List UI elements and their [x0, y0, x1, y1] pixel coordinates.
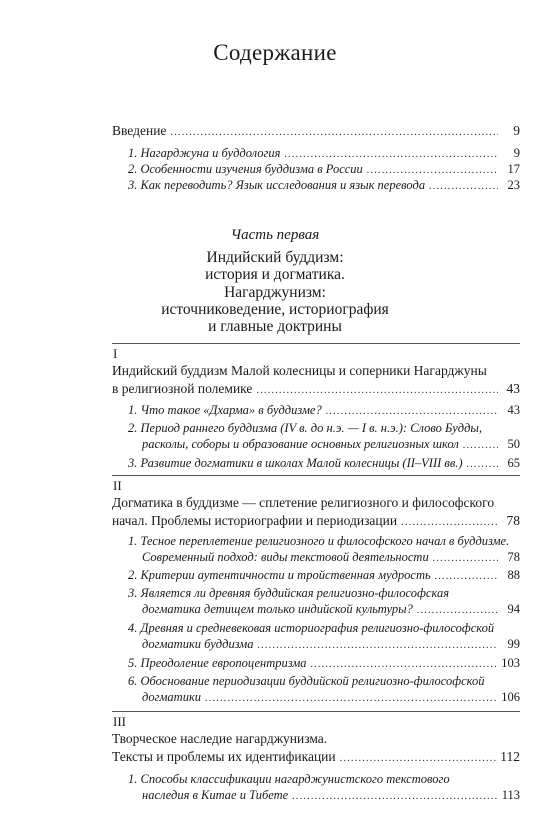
entry-label: Введение — [112, 123, 167, 138]
part-label: Часть первая — [230, 227, 320, 243]
toc-subentry: 1. Нагарджуна и буддология ..... 9 — [128, 145, 520, 162]
part-heading-1: Индийский буддизм: история и догматика. — [205, 249, 345, 283]
dot-leader — [340, 749, 497, 767]
dot-leader — [433, 550, 498, 566]
dot-leader — [429, 178, 498, 194]
dot-leader — [463, 437, 498, 453]
chapter-title: Догматика в буддизме — сплетение религиозного и философского начал. Проблемы историографии и периодизации ..... 78 — [112, 494, 520, 531]
dot-leader — [284, 146, 498, 162]
dot-leader — [170, 124, 498, 140]
dot-leader — [311, 656, 498, 672]
toc-subentry: 1. Способы классификации нагарджунистского текстового наследия в Китае и Тибете ..... 113 — [128, 771, 520, 804]
chapter-rule — [112, 343, 520, 344]
toc-subentry: 1. Что такое «Дхарма» в буддизме? ..... 43 — [128, 402, 520, 419]
toc-subentry: 2. Критерии аутентичности и тройственная мудрость ..... 88 — [128, 567, 520, 584]
toc-subentry: 3. Как переводить? Язык исследования и язык перевода ..... 23 — [128, 177, 520, 194]
chapter-title: Индийский буддизм Малой колесницы и соперники Нагарджуны в религиозной полемике ..... 43 — [112, 362, 520, 399]
dot-leader — [401, 513, 498, 531]
dot-leader — [417, 602, 498, 618]
dot-leader — [435, 568, 498, 584]
toc-subentry: 4. Древняя и средневековая историография религиозно-философской догматики буддизма ..... 99 — [128, 620, 520, 653]
toc-subentry: 2. Период раннего буддизма (IV в. до н.э. — I в. н.э.): Слово Будды, расколы, соборы и образование основных религиозных школ ..... 50 — [128, 420, 520, 453]
dot-leader — [256, 381, 498, 399]
chapter-rule — [112, 475, 520, 476]
toc-entry-intro — [112, 123, 520, 140]
chapter-number: III — [113, 714, 126, 729]
entry-page: 9 — [513, 123, 520, 138]
dot-leader — [367, 162, 498, 178]
dot-leader — [258, 637, 499, 653]
toc-subentry: 2. Особенности изучения буддизма в России ..... 17 — [128, 161, 520, 178]
chapter-title: Творческое наследие нагарджунизма. Тексты и проблемы их идентификации ..... 112 — [112, 730, 520, 767]
dot-leader — [467, 456, 498, 472]
toc-subentry: 3. Является ли древняя буддийская религиозно-философская догматика детищем только индийской культуры? ..... 94 — [128, 585, 520, 618]
page-title: Содержание — [213, 40, 337, 65]
dot-leader — [292, 788, 497, 804]
dot-leader — [205, 690, 497, 706]
chapter-number: II — [113, 478, 122, 493]
part-heading-2: Нагарджунизм: источниковедение, историография и главные доктрины — [161, 284, 389, 335]
chapter-rule — [112, 711, 520, 712]
toc-subentry: 6. Обоснование периодизации буддийской религиозно-философской догматики ..... 106 — [128, 673, 520, 706]
chapter-number: I — [113, 346, 118, 361]
toc-subentry: 1. Тесное переплетение религиозного и философского начал в буддизме. Современный подход: виды текстовой деятельности ..... 78 — [128, 533, 520, 566]
toc-subentry: 3. Развитие догматики в школах Малой колесницы (II–VIII вв.) ..... 65 — [128, 455, 520, 472]
dot-leader — [326, 403, 498, 419]
toc-subentry: 5. Преодоление европоцентризма ..... 103 — [128, 655, 520, 672]
